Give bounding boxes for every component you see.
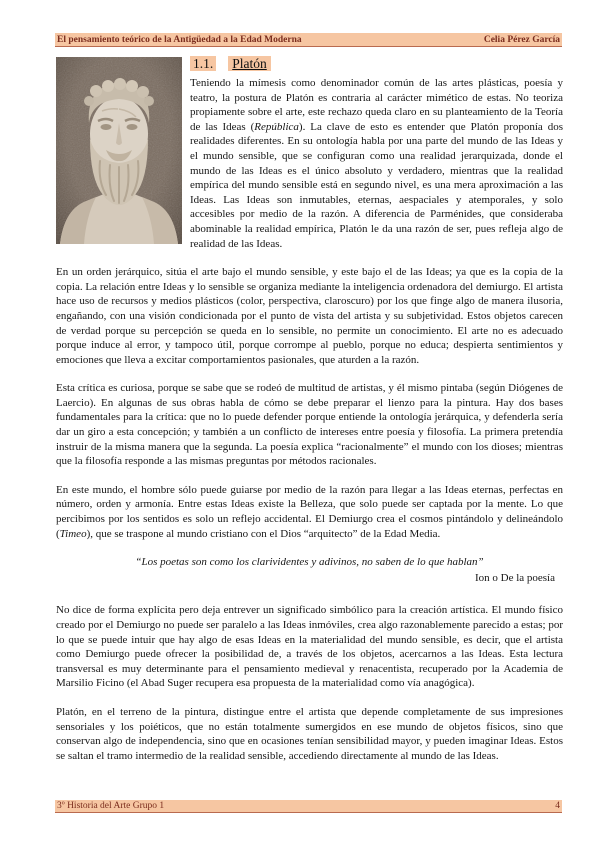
paragraph: Teniendo la mímesis como denominador común de las artes plásticas, poesía y teatro, la postura de Platón es contraria al carácter mimético de estas. No teoriza propiamente sobre el arte, este rechazo queda claro en su planteamiento de la Teoría de las Ideas (República). La clave de esto es entender que Platón proponía dos realidades diferentes. En su ontología habla por una parte del mundo de las Ideas y el mundo sensible, que se configuran como una realidad jerarquizada, donde el mundo de las Ideas es el único absoluto y verdadero, mientras que la realidad empírica del mundo sensible está en segundo nivel, es una mera aproximación a las Ideas. Las Ideas son inmutables, eternas, aespaciales y atemporales, y solo accesibles por medio de la razón. A diferencia de Parménides, que consideraba abominable la realidad empírica, Platón le da una razón de ser, pues refleja algo de realidad de las Ideas. xyxy=(190,77,563,250)
footer-course-label: 3º Historia del Arte Grupo 1 xyxy=(57,801,165,811)
header-bar xyxy=(55,33,562,47)
header-course-title: El pensamiento teórico de la Antigüedad a la Edad Moderna xyxy=(57,34,302,45)
document-page xyxy=(56,55,563,777)
paragraph: No dice de forma explícita pero deja entrever un significado simbólico para la creación artística. El mundo físico creado por el Demiurgo no puede ser paralelo a las Ideas inmóviles, crea algo razonablemente parecido a estas; por lo que se puede intuir que hay algo de esas Ideas en la materialidad del mundo sensible, es decir, que el artista como Demiurgo puede ofrecer la posibilidad de, a través de los objetos, acercarnos a las Ideas. Esta lectura transversal es muy determinante para el pensamiento medieval y renacentista, recuperado por la Academia de Marsilio Ficino (el Abad Suger recupera esa propuesta de la materialidad como vía anagógica). xyxy=(56,604,563,690)
footer-bar xyxy=(55,800,562,813)
section-number: 1.1. xyxy=(190,56,216,71)
paragraph: Platón, en el terreno de la pintura, distingue entre el artista que depende completamente de sus impresiones sensoriales y los poiéticos, que no están totalmente sumergidos en ese mundo de objetos físicos, sino que conservan algo de independencia, sino que en ocasiones tenían sensibilidad mayor, y pueden imaginar Ideas. Estos se saltan el tramo intermedio de la realidad sensible, accediendo directamente al mundo de las Ideas. xyxy=(56,705,563,762)
quote: “Los poetas son como los clarividentes y adivinos, no saben de lo que hablan” xyxy=(135,556,484,569)
attribution: Ion o De la poesía xyxy=(474,571,555,584)
plato-bust-illustration xyxy=(56,57,182,244)
plato-bust-photo xyxy=(56,57,182,244)
paragraph: Esta crítica es curiosa, porque se sabe que se rodeó de multitud de artistas, y él mismo pintaba (según Diógenes de Laercio). En algunas de sus obras habla de cómo se debe preparar el lienzo para la pintura. Hay dos bases fundamentales para la crítica: que no lo puede defender porque entiende la ontología jerárquica, y defenderla sería dar un giro a esta concepción; y también a un conflicto de intereses entre poesía y filosofía. La primera pretendía instruir de la misma manera que la segunda. La poesía explica “racionalmente” el mundo con los dioses; mientras que la filosofía responde a las mismas preguntas por métodos racionales. xyxy=(56,382,563,468)
page-number: 4 xyxy=(555,801,560,811)
section-title-text: Platón xyxy=(228,56,271,71)
paragraph: En este mundo, el hombre sólo puede guiarse por medio de la razón para llegar a las Ideas eternas, perfectas en número, orden y armonía. Entre estas Ideas existe la Belleza, que solo puede ser captada por la mente. Lo que percibimos por los sentidos es solo un reflejo accidental. El Demiurgo crea el cosmos pintándolo y delineándolo (Timeo), que se traspone al mundo cristiano con el Dios “arquitecto” de la Edad Media. xyxy=(56,483,563,540)
header-author-name: Celia Pérez García xyxy=(483,34,560,45)
paragraph: En un orden jerárquico, sitúa el arte bajo el mundo sensible, y este bajo el de las Ideas; ya que es la copia de la copia. La relación entre Ideas y lo sensible se organiza mediante la inteligencia ordenadora del demiurgo. El artista hace uso de recursos y medios plásticos (color, perspectiva, claroscuro) por los que finge algo de manera ilusoria, engañando, con una visión condicionada por el punto de vista del artista y su subjetividad. Estos objetos carecen de verdad porque su percepción se queda en lo sensible, no permite un conocimiento. El arte no es adecuado porque induce al error, y tampoco útil, porque corrompe al pueblo, porque no educa; despierta sentimientos y emociones que lleva a excitar comportamientos pasionales, que aturden a la razón. xyxy=(56,266,563,366)
